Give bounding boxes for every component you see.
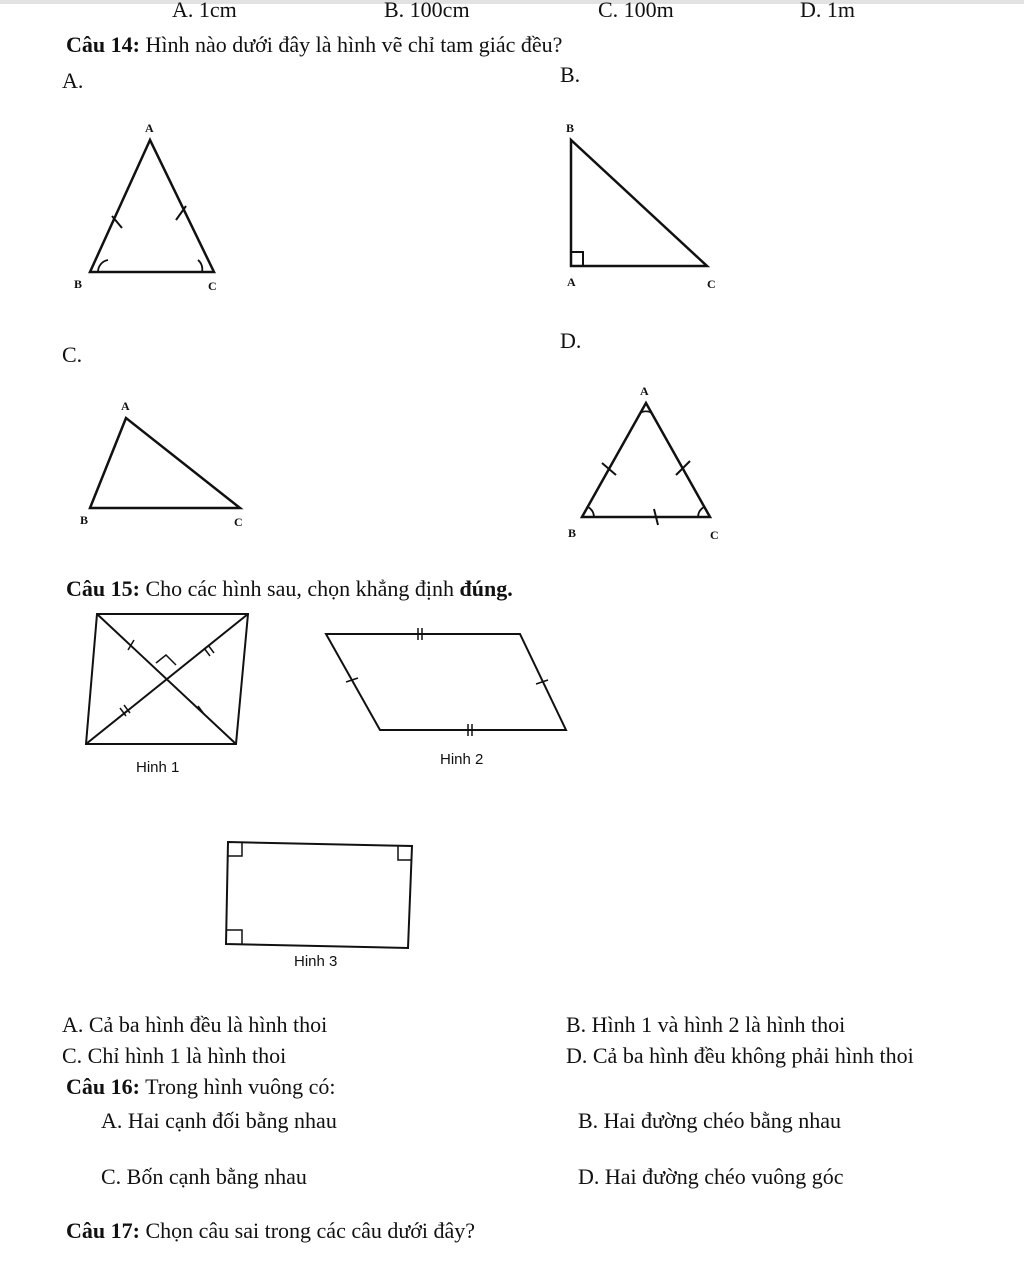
tick-mark-ac <box>676 461 690 475</box>
vertex-label-a: A <box>640 384 649 398</box>
caption-hinh-2: Hinh 2 <box>440 751 484 768</box>
angle-mark-c <box>198 260 202 272</box>
q15-option-a[interactable]: A. Cả ba hình đều là hình thoi <box>62 1012 328 1037</box>
q14-option-b[interactable]: B. <box>560 62 581 87</box>
rectangle-outline <box>226 842 412 948</box>
right-angle-mark <box>156 655 176 665</box>
q14-text: Hình nào dưới đây là hình vẽ chỉ tam giác đều? <box>145 32 563 57</box>
vertex-label-b: B <box>74 277 83 291</box>
q15-option-d[interactable]: D. Cả ba hình đều không phải hình thoi <box>566 1043 914 1068</box>
q13-option-a[interactable]: A. 1cm <box>172 0 237 22</box>
top-edge <box>0 0 1024 4</box>
angle-mark-b <box>588 507 594 517</box>
q16-option-b[interactable]: B. Hai đường chéo bằng nhau <box>578 1108 842 1133</box>
caption-hinh-1: Hinh 1 <box>136 759 180 776</box>
vertex-label-c: C <box>707 277 716 291</box>
q14-figure-a <box>60 110 250 300</box>
vertex-label-c: C <box>710 528 719 542</box>
vertex-label-c: C <box>234 515 243 529</box>
q16-option-d[interactable]: D. Hai đường chéo vuông góc <box>578 1164 844 1189</box>
q15-emphasis: đúng. <box>459 576 513 601</box>
angle-mark-c <box>698 507 704 517</box>
parallelogram-outline <box>326 634 566 730</box>
right-angle-mark <box>228 842 242 856</box>
vertex-label-a: A <box>145 121 154 135</box>
q15-heading <box>66 578 513 600</box>
q17-text: Chọn câu sai trong các câu dưới đây? <box>145 1218 476 1243</box>
q14-heading <box>66 34 562 56</box>
q14-figure-c <box>60 390 270 540</box>
scalene-triangle <box>90 418 240 508</box>
q14-figure-d <box>560 375 740 550</box>
equilateral-triangle <box>582 403 710 517</box>
vertex-label-c: C <box>208 279 217 293</box>
q16-text: Trong hình vuông có: <box>145 1074 336 1099</box>
q16-option-a[interactable]: A. Hai cạnh đối bằng nhau <box>101 1108 337 1133</box>
q14-option-c[interactable]: C. <box>62 342 83 367</box>
q14-figure-b <box>555 110 735 300</box>
q16-label: Câu 16: <box>66 1074 140 1099</box>
q15-option-b[interactable]: B. Hình 1 và hình 2 là hình thoi <box>566 1012 846 1037</box>
vertex-label-b: B <box>566 121 575 135</box>
angle-mark-a <box>640 411 652 413</box>
caption-hinh-3: Hinh 3 <box>294 953 338 970</box>
q14-option-d[interactable]: D. <box>560 328 582 353</box>
q14-option-a[interactable]: A. <box>62 68 84 93</box>
q13-option-b[interactable]: B. 100cm <box>384 0 470 22</box>
figure-hinh-1 <box>80 608 260 788</box>
vertex-label-a: A <box>567 275 576 289</box>
isosceles-triangle <box>90 140 214 272</box>
q14-label: Câu 14: <box>66 32 140 57</box>
q15-text: Cho các hình sau, chọn khẳng định <box>145 576 455 601</box>
right-angle-mark <box>398 846 412 860</box>
right-angle-mark <box>571 252 583 266</box>
q17-label: Câu 17: <box>66 1218 140 1243</box>
q17-heading <box>66 1220 475 1242</box>
figure-hinh-3 <box>220 836 420 976</box>
tick-mark <box>204 648 210 656</box>
right-angle-mark <box>226 930 242 944</box>
q13-option-d[interactable]: D. 1m <box>800 0 855 22</box>
q13-option-c[interactable]: C. 100m <box>598 0 674 22</box>
q16-option-c[interactable]: C. Bốn cạnh bằng nhau <box>101 1164 307 1189</box>
tick-mark-ab <box>602 463 616 475</box>
vertex-label-b: B <box>568 526 577 540</box>
vertex-label-b: B <box>80 513 89 527</box>
diagonal-2 <box>86 614 248 744</box>
tick-mark <box>208 645 214 653</box>
right-triangle <box>571 140 707 266</box>
figure-hinh-2 <box>320 620 580 770</box>
angle-mark-b <box>98 260 108 272</box>
q15-label: Câu 15: <box>66 576 140 601</box>
q16-heading <box>66 1076 336 1098</box>
q15-option-c[interactable]: C. Chỉ hình 1 là hình thoi <box>62 1043 287 1068</box>
vertex-label-a: A <box>121 399 130 413</box>
